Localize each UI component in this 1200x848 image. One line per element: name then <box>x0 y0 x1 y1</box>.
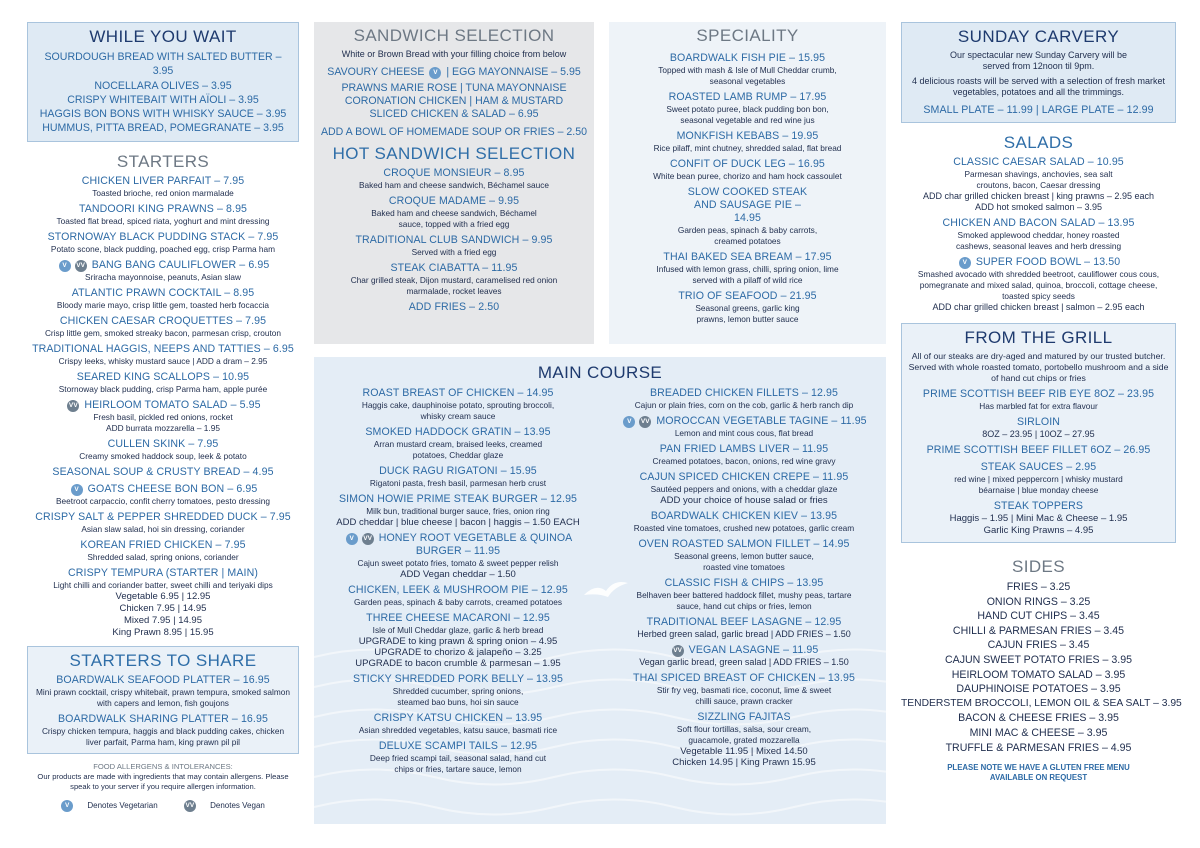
menu-item: VV HEIRLOOM TOMATO SALAD – 5.95 Fresh basil, pickled red onions, rocket ADD burrata mozzarella – 1.95 <box>68 398 261 433</box>
vegetarian-icon: V <box>71 484 83 496</box>
menu-item: THREE CHEESE MACARONI – 12.95 Isle of Mull Cheddar glaze, garlic & herb bread UPGRADE to king prawn & spring onion – 4.95 UPGRADE to chorizo & jalapeño – 3.25 UPGRADE to bacon crumble & parmesan – 1.95 <box>355 612 561 669</box>
menu-item: SLOW COOKED STEAK AND SAUSAGE PIE – 14.95 Garden peas, spinach & baby carrots, creamed potatoes <box>677 186 818 246</box>
side-item: DAUPHINOISE POTATOES – 3.95 <box>956 683 1121 696</box>
menu-item: PRIME SCOTTISH BEEF FILLET 6OZ – 26.95 <box>926 444 1151 456</box>
starters-to-share-panel <box>27 646 299 754</box>
main-course-title: MAIN COURSE <box>537 363 663 382</box>
wyw-item: SOURDOUGH BREAD WITH SALTED BUTTER – 3.95 <box>44 51 282 78</box>
vegan-icon: VV <box>75 260 87 272</box>
allergen-note: FOOD ALLERGENS & INTOLERANCES: Our products are made with ingredients that may contain allergens. Please speak to your server if you require allergen information. <box>37 761 289 791</box>
menu-item: CLASSIC FISH & CHIPS – 13.95 Belhaven beer battered haddock fillet, mushy peas, tartare sauce, hand cut chips or fries, lemon <box>636 577 852 611</box>
menu-item: CHICKEN LIVER PARFAIT – 7.95 Toasted brioche, red onion marmalade <box>81 174 245 198</box>
menu-item: THAI BAKED SEA BREAM – 17.95 Infused with lemon grass, chilli, spring onion, lime served with a pilaff of wild rice <box>656 251 839 285</box>
grill-intro: All of our steaks are dry-aged and matured by our trusted butcher. Served with whole roasted tomato, portobello mushroom and a side of hand cut chips or fries <box>908 351 1169 383</box>
menu-item: CROQUE MONSIEUR – 8.95 Baked ham and cheese sandwich, Béchamel sauce <box>358 167 550 190</box>
sunday-prices: SMALL PLATE – 11.99 | LARGE PLATE – 12.99 <box>923 104 1154 116</box>
menu-item: CHICKEN AND BACON SALAD – 13.95 Smoked applewood cheddar, honey roasted cashews, seasonal leaves and herb dressing <box>942 217 1135 251</box>
sunday-title: SUNDAY CARVERY <box>957 27 1120 46</box>
grill-panel <box>901 323 1176 543</box>
side-item: ONION RINGS – 3.25 <box>986 595 1091 608</box>
sandwich-fillings: SAVOURY CHEESE V | EGG MAYONNAISE – 5.95 PRAWNS MARIE ROSE | TUNA MAYONNAISE CORONATION CHICKEN | HAM & MUSTARD SLICED CHICKEN & SALAD – 6.95 ADD A BOWL OF HOMEMADE SOUP OR FRIES – 2.50 <box>320 66 588 138</box>
menu-item: ROASTED LAMB RUMP – 17.95 Sweet potato puree, black pudding bon bon, seasonal vegetable and red wine jus <box>666 91 829 125</box>
vegetarian-icon: V <box>346 533 358 545</box>
wyw-item: HAGGIS BON BONS WITH WHISKY SAUCE – 3.95 <box>39 108 287 121</box>
share-title: STARTERS TO SHARE <box>69 650 257 670</box>
menu-item: CRISPY SALT & PEPPER SHREDDED DUCK – 7.95 Asian slaw salad, hoi sin dressing, coriander <box>35 510 291 534</box>
starters-title: STARTERS <box>116 151 210 171</box>
menu-item: CHICKEN, LEEK & MUSHROOM PIE – 12.95 Garden peas, spinach & baby carrots, creamed potatoes <box>348 584 568 607</box>
vegetarian-icon: V <box>59 260 71 272</box>
side-item: MINI MAC & CHEESE – 3.95 <box>969 726 1108 739</box>
menu-item: CAJUN SPICED CHICKEN CREPE – 11.95 Sautéed peppers and onions, with a cheddar glaze ADD your choice of house salad or fries <box>639 471 849 506</box>
side-item: HEIRLOOM TOMATO SALAD – 3.95 <box>951 668 1126 681</box>
side-item: CAJUN FRIES – 3.45 <box>987 639 1090 652</box>
side-item: TRUFFLE & PARMESAN FRIES – 4.95 <box>945 741 1132 754</box>
menu-item: BOARDWALK CHICKEN KIEV – 13.95 Roasted vine tomatoes, crushed new potatoes, garlic cream <box>633 510 855 533</box>
hot-sandwich-title: HOT SANDWICH SELECTION <box>332 144 576 163</box>
menu-item: DELUXE SCAMPI TAILS – 12.95 Deep fried scampi tail, seasonal salad, hand cut chips or fries, tartare sauce, lemon <box>369 740 547 774</box>
vegetarian-icon: V <box>61 800 73 812</box>
menu-item: CHICKEN CAESAR CROQUETTES – 7.95 Crisp little gem, smoked streaky bacon, parmesan crisp, crouton <box>44 314 282 338</box>
menu-item: TRADITIONAL CLUB SANDWICH – 9.95 Served with a fried egg <box>355 234 553 257</box>
menu-item: BOARDWALK SHARING PLATTER – 16.95 Crispy chicken tempura, haggis and black pudding cakes, chicken liver parfait, Parma ham, king prawn pil pil <box>41 712 285 747</box>
menu-item: STICKY SHREDDED PORK BELLY – 13.95 Shredded cucumber, spring onions, steamed bao buns, hoi sin sauce <box>352 673 564 707</box>
side-item: CHILLI & PARMESAN FRIES – 3.45 <box>952 624 1125 637</box>
menu-item: PAN FRIED LAMBS LIVER – 11.95 Creamed potatoes, bacon, onions, red wine gravy <box>652 443 836 466</box>
menu-item: CONFIT OF DUCK LEG – 16.95 White bean puree, chorizo and ham hock cassoulet <box>653 158 842 181</box>
menu-item: TRADITIONAL HAGGIS, NEEPS AND TATTIES – 6.95 Crispy leeks, whisky mustard sauce | ADD a dram – 2.95 <box>32 342 294 366</box>
gluten-free-note: PLEASE NOTE WE HAVE A GLUTEN FREE MENU AVAILABLE ON REQUEST <box>947 763 1130 783</box>
side-item: HAND CUT CHIPS – 3.45 <box>977 610 1100 623</box>
speciality-panel <box>609 22 886 344</box>
vegetarian-icon: V <box>959 257 971 269</box>
menu-item: BOARDWALK FISH PIE – 15.95 Topped with mash & Isle of Mull Cheddar crumb, seasonal vegetables <box>658 52 837 86</box>
menu-item: V GOATS CHEESE BON BON – 6.95 Beetroot carpaccio, confit cherry tomatoes, pesto dressing <box>56 482 270 506</box>
menu-item: TANDOORI KING PRAWNS – 8.95 Toasted flat bread, spiced riata, yoghurt and mint dressing <box>56 202 270 226</box>
menu-item: V VV HONEY ROOT VEGETABLE & QUINOA BURGER – 11.95 Cajun sweet potato fries, tomato & sweet pepper relish ADD Vegan cheddar – 1.50 <box>320 532 596 580</box>
menu-item: SEASONAL SOUP & CRUSTY BREAD – 4.95 <box>52 465 274 478</box>
vegan-icon: VV <box>362 533 374 545</box>
menu-item: V VV BANG BANG CAULIFLOWER – 6.95 Sriracha mayonnoise, peanuts, Asian slaw <box>27 259 299 283</box>
menu-item: THAI SPICED BREAST OF CHICKEN – 13.95 Stir fry veg, basmati rice, coconut, lime & sweet chilli sauce, prawn cracker <box>633 672 855 706</box>
vegan-icon: VV <box>184 800 196 812</box>
side-item: CAJUN SWEET POTATO FRIES – 3.95 <box>944 653 1132 666</box>
menu-item: TRIO OF SEAFOOD – 21.95 Seasonal greens, garlic king prawns, lemon butter sauce <box>678 290 817 324</box>
menu-item: CULLEN SKINK – 7.95 Creamy smoked haddock soup, leek & potato <box>79 437 247 461</box>
sandwich-subtitle: White or Brown Bread with your filling choice from below <box>341 49 567 59</box>
speciality-title: SPECIALITY <box>696 26 799 45</box>
while-you-wait-title: WHILE YOU WAIT <box>89 27 237 46</box>
side-item: TENDERSTEM BROCCOLI, LEMON OIL & SEA SALT – 3.95 <box>901 697 1182 709</box>
vegan-icon: VV <box>639 416 651 428</box>
salads-title: SALADS <box>1003 133 1074 152</box>
sunday-text: 4 delicious roasts will be served with a selection of fresh market vegetables, potatoes and all the trimmings. <box>911 76 1166 97</box>
while-you-wait-panel <box>27 22 299 142</box>
menu-item: V VV MOROCCAN VEGETABLE TAGINE – 11.95 Lemon and mint cous cous, flat bread <box>606 415 882 439</box>
menu-item: STEAK SAUCES – 2.95 red wine | mixed peppercorn | whisky mustard béarnaise | blue monday cheese <box>954 461 1123 495</box>
menu-item: CRISPY KATSU CHICKEN – 13.95 Asian shredded vegetables, katsu sauce, basmati rice <box>358 712 558 735</box>
vegan-icon: VV <box>67 400 79 412</box>
menu-item: CRISPY TEMPURA (STARTER | MAIN) Light chilli and coriander batter, sweet chilli and teriyaki dips Vegetable 6.95 | 12.95 Chicken 7.95 | 14.95 Mixed 7.95 | 14.95 King Prawn 8.95 | 15.95 <box>53 566 273 638</box>
menu-item: KOREAN FRIED CHICKEN – 7.95 Shredded salad, spring onions, coriander <box>80 538 246 562</box>
column-left <box>27 22 299 812</box>
menu-item: BREADED CHICKEN FILLETS – 12.95 Cajun or plain fries, corn on the cob, garlic & herb ranch dip <box>634 387 854 410</box>
vegetarian-icon: V <box>429 67 441 79</box>
sandwich-panel <box>314 22 594 344</box>
menu-item: SIMON HOWIE PRIME STEAK BURGER – 12.95 Milk bun, traditional burger sauce, fries, onion ring ADD cheddar | blue cheese | bacon | haggis – 1.50 EACH <box>336 493 580 528</box>
wyw-item: HUMMUS, PITTA BREAD, POMEGRANATE – 3.95 <box>42 122 284 135</box>
sunday-text: Our spectacular new Sunday Carvery will be served from 12noon til 9pm. <box>949 50 1128 71</box>
menu-item: SEARED KING SCALLOPS – 10.95 Stornoway black pudding, crisp Parma ham, apple purée <box>58 370 268 394</box>
menu-item: OVEN ROASTED SALMON FILLET – 14.95 Seasonal greens, lemon butter sauce, roasted vine tomatoes <box>638 538 850 572</box>
main-right-column <box>606 387 882 772</box>
menu-item: CROQUE MADAME – 9.95 Baked ham and cheese sandwich, Béchamel sauce, topped with a fried egg <box>371 195 537 229</box>
menu-item: STEAK CIABATTA – 11.95 Char grilled steak, Dijon mustard, caramelised red onion marmalade, rocket leaves <box>350 262 558 296</box>
menu-item: ROAST BREAST OF CHICKEN – 14.95 Haggis cake, dauphinoise potato, sprouting broccoli, whisky cream sauce <box>361 387 555 421</box>
grill-title: FROM THE GRILL <box>964 328 1113 347</box>
diet-legend: V Denotes Vegetarian VV Denotes Vegan <box>27 800 299 812</box>
menu-item: ADD FRIES – 2.50 <box>408 301 500 313</box>
side-item: BACON & CHEESE FRIES – 3.95 <box>958 712 1119 725</box>
starters-section <box>27 152 299 639</box>
menu-item: STEAK TOPPERS Haggis – 1.95 | Mini Mac & Cheese – 1.95 Garlic King Prawns – 4.95 <box>949 500 1128 536</box>
menu-item: BOARDWALK SEAFOOD PLATTER – 16.95 Mini prawn cocktail, crispy whitebait, prawn tempura, smoked salmon with capers and lemon, fish goujons <box>35 673 291 708</box>
menu-item: SIRLOIN 8OZ – 23.95 | 10OZ – 27.95 <box>982 416 1095 439</box>
menu-item: TRADITIONAL BEEF LASAGNE – 12.95 Herbed green salad, garlic bread | ADD FRIES – 1.50 <box>637 616 851 639</box>
menu-item: PRIME SCOTTISH BEEF RIB EYE 8OZ – 23.95 Has marbled fat for extra flavour <box>922 388 1155 411</box>
sides-section <box>901 557 1182 783</box>
wyw-item: NOCELLARA OLIVES – 3.95 <box>94 79 232 92</box>
menu-item: MONKFISH KEBABS – 19.95 Rice pilaff, mint chutney, shredded salad, flat bread <box>653 130 842 153</box>
main-course-panel <box>314 357 886 824</box>
menu-item: ATLANTIC PRAWN COCKTAIL – 8.95 Bloody marie mayo, crisp little gem, toasted herb focaccia <box>56 286 270 310</box>
vegan-icon: VV <box>672 645 684 657</box>
salads-section <box>901 133 1176 313</box>
wyw-item: CRISPY WHITEBAIT WITH AÏOLI – 3.95 <box>67 93 259 106</box>
column-right <box>901 22 1182 783</box>
menu-item: SMOKED HADDOCK GRATIN – 13.95 Arran mustard cream, braised leeks, creamed potatoes, Cheddar glaze <box>365 426 551 460</box>
sandwich-title: SANDWICH SELECTION <box>353 26 555 45</box>
side-item: FRIES – 3.25 <box>1006 581 1071 593</box>
main-left-column <box>320 387 596 779</box>
menu-item: VV VEGAN LASAGNE – 11.95 Vegan garlic bread, green salad | ADD FRIES – 1.50 <box>639 644 849 667</box>
menu-item: CLASSIC CAESAR SALAD – 10.95 Parmesan shavings, anchovies, sea salt croutons, bacon, Caesar dressing ADD char grilled chicken breast | king prawns – 2.95 each ADD hot smoked salmon – 3.95 <box>923 156 1154 212</box>
menu-item: SIZZLING FAJITAS Soft flour tortillas, salsa, sour cream, guacamole, grated mozzarella Vegetable 11.95 | Mixed 14.50 Chicken 14.95 | King Prawn 15.95 <box>672 711 816 768</box>
menu-item: DUCK RAGU RIGATONI – 15.95 Rigatoni pasta, fresh basil, parmesan herb crust <box>369 465 547 488</box>
menu-item: V SUPER FOOD BOWL – 13.50 Smashed avocado with shredded beetroot, cauliflower cous cous, pomegranate and mixed salad, quinoa, broccoli, cottage cheese, toasted spicy seeds ADD char grilled chicken breast | salmon – 2.95 each <box>917 256 1160 312</box>
sides-title: SIDES <box>1011 557 1066 576</box>
menu-item: STORNOWAY BLACK PUDDING STACK – 7.95 Potato scone, black pudding, poached egg, crisp Parma ham <box>47 230 279 254</box>
vegetarian-icon: V <box>623 416 635 428</box>
sunday-carvery-panel <box>901 22 1176 123</box>
